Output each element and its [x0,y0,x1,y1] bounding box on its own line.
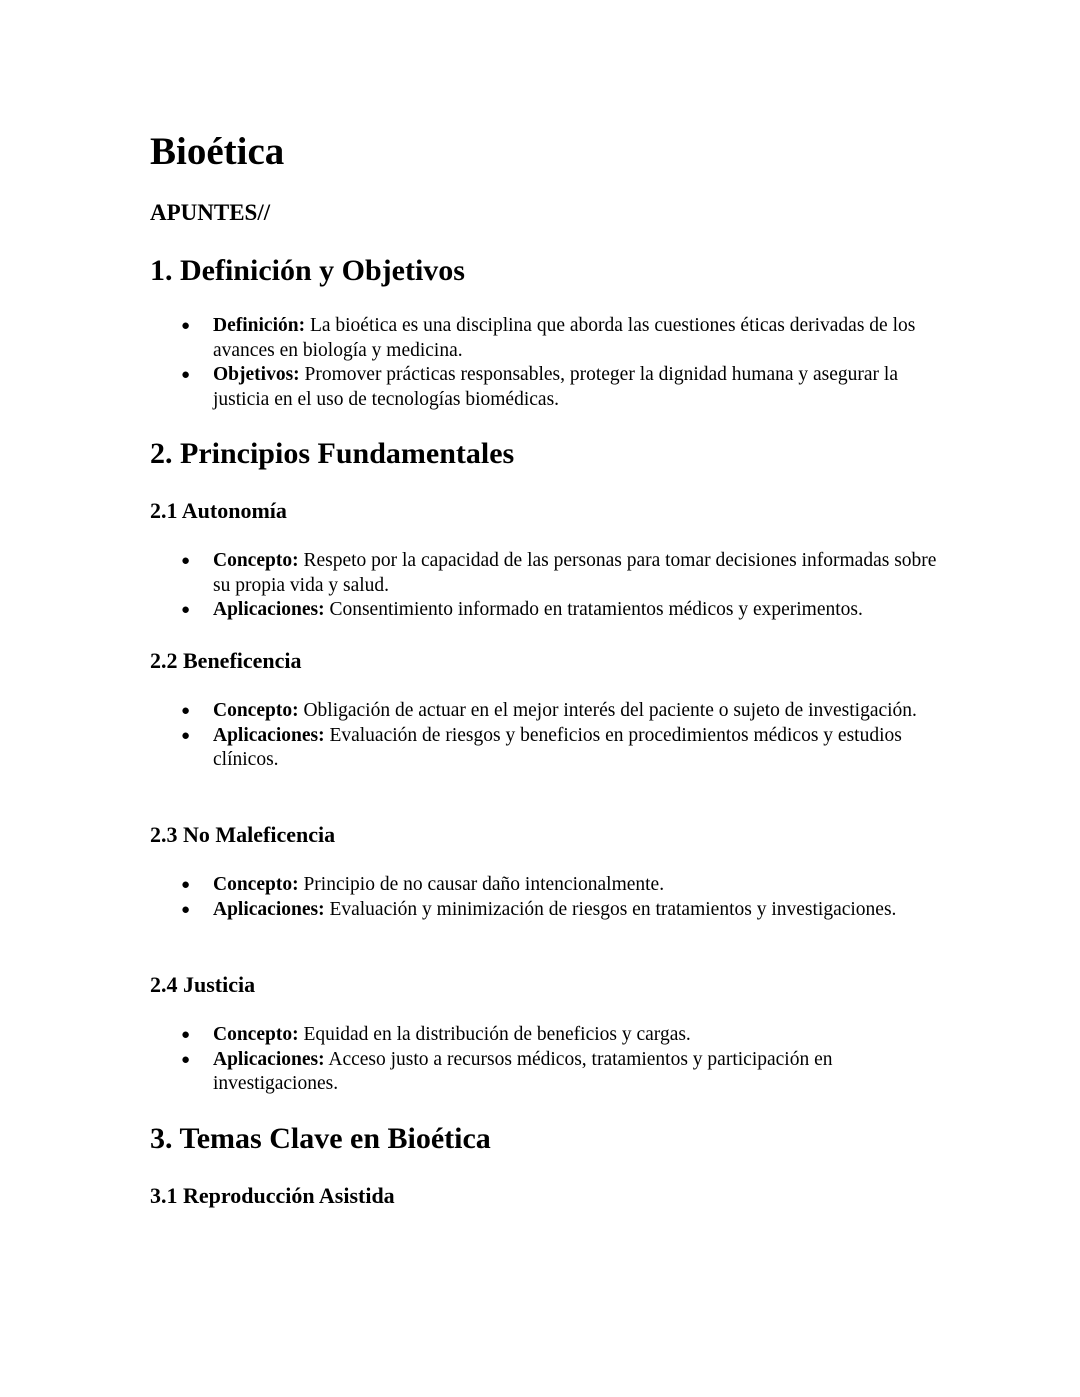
subsection-heading-autonomia: 2.1 Autonomía [150,498,287,523]
list-item [150,1023,940,1048]
item-text: Promover prácticas responsables, proteger la dignidad humana y asegurar la justicia en el uso de tecnologías biomédicas. [213,364,898,410]
document-subtitle: APUNTES// [150,200,271,225]
item-label: Objetivos: [213,364,300,385]
item-label: Aplicaciones: [213,1048,325,1070]
item-text: Respeto por la capacidad de las personas para tomar decisiones informadas sobre su propia vida y salud. [213,550,937,596]
bullet-icon: ● [181,877,191,893]
item-label: Aplicaciones: [213,599,325,620]
item-text: Principio de no causar daño intencionalmente. [298,874,665,895]
item-label: Concepto: [213,700,299,721]
item-label: Concepto: [213,874,299,895]
bullet-icon: ● [181,901,191,918]
bullet-icon: ● [181,1051,191,1068]
list-item [150,1048,940,1097]
item-text: Acceso justo a recursos médicos, tratamientos y participación en investigaciones. [213,1048,833,1094]
beneficencia-list [150,699,940,773]
section-heading-principios: 2. Principios Fundamentales [150,437,515,470]
item-text: La bioética es una disciplina que aborda las cuestiones éticas derivadas de los avances en biología y medicina. [213,315,916,361]
list-item [150,549,940,598]
section-heading-temas-clave: 3. Temas Clave en Bioética [150,1122,491,1155]
item-text: Obligación de actuar en el mejor interés del paciente o sujeto de investigación. [298,700,917,721]
bullet-icon: ● [181,367,191,383]
subsection-heading-justicia: 2.4 Justicia [150,972,256,997]
item-label: Aplicaciones: [213,724,325,746]
no-maleficencia-list [150,873,940,922]
list-item [150,873,940,898]
bullet-icon: ● [181,602,191,618]
subsection-heading-reproduccion: 3.1 Reproducción Asistida [150,1183,395,1208]
justicia-list [150,1023,940,1097]
item-text: Evaluación y minimización de riesgos en tratamientos y investigaciones. [324,898,897,920]
item-label: Concepto: [213,1024,299,1045]
list-item [150,898,940,923]
list-item [150,363,940,412]
section-heading-definicion: 1. Definición y Objetivos [150,254,465,287]
bullet-icon: ● [181,1027,191,1043]
list-item [150,724,940,773]
item-label: Concepto: [213,550,299,571]
subsection-heading-beneficencia: 2.2 Beneficencia [150,648,302,673]
autonomia-list [150,549,940,623]
item-label: Definición: [213,315,306,336]
subsection-heading-no-maleficencia: 2.3 No Maleficencia [150,822,336,847]
bullet-icon: ● [181,727,191,744]
bullet-icon: ● [181,703,191,719]
item-text: Equidad en la distribución de beneficios y cargas. [298,1024,691,1045]
item-text: Consentimiento informado en tratamientos médicos y experimentos. [324,599,863,620]
item-text: Evaluación de riesgos y beneficios en procedimientos médicos y estudios clínicos. [213,724,902,770]
item-label: Aplicaciones: [213,898,325,920]
definicion-list [150,314,940,412]
list-item [150,314,940,363]
list-item [150,699,940,724]
bullet-icon: ● [181,553,191,569]
list-item [150,598,940,623]
document-title: Bioética [150,130,285,173]
bullet-icon: ● [181,318,191,334]
